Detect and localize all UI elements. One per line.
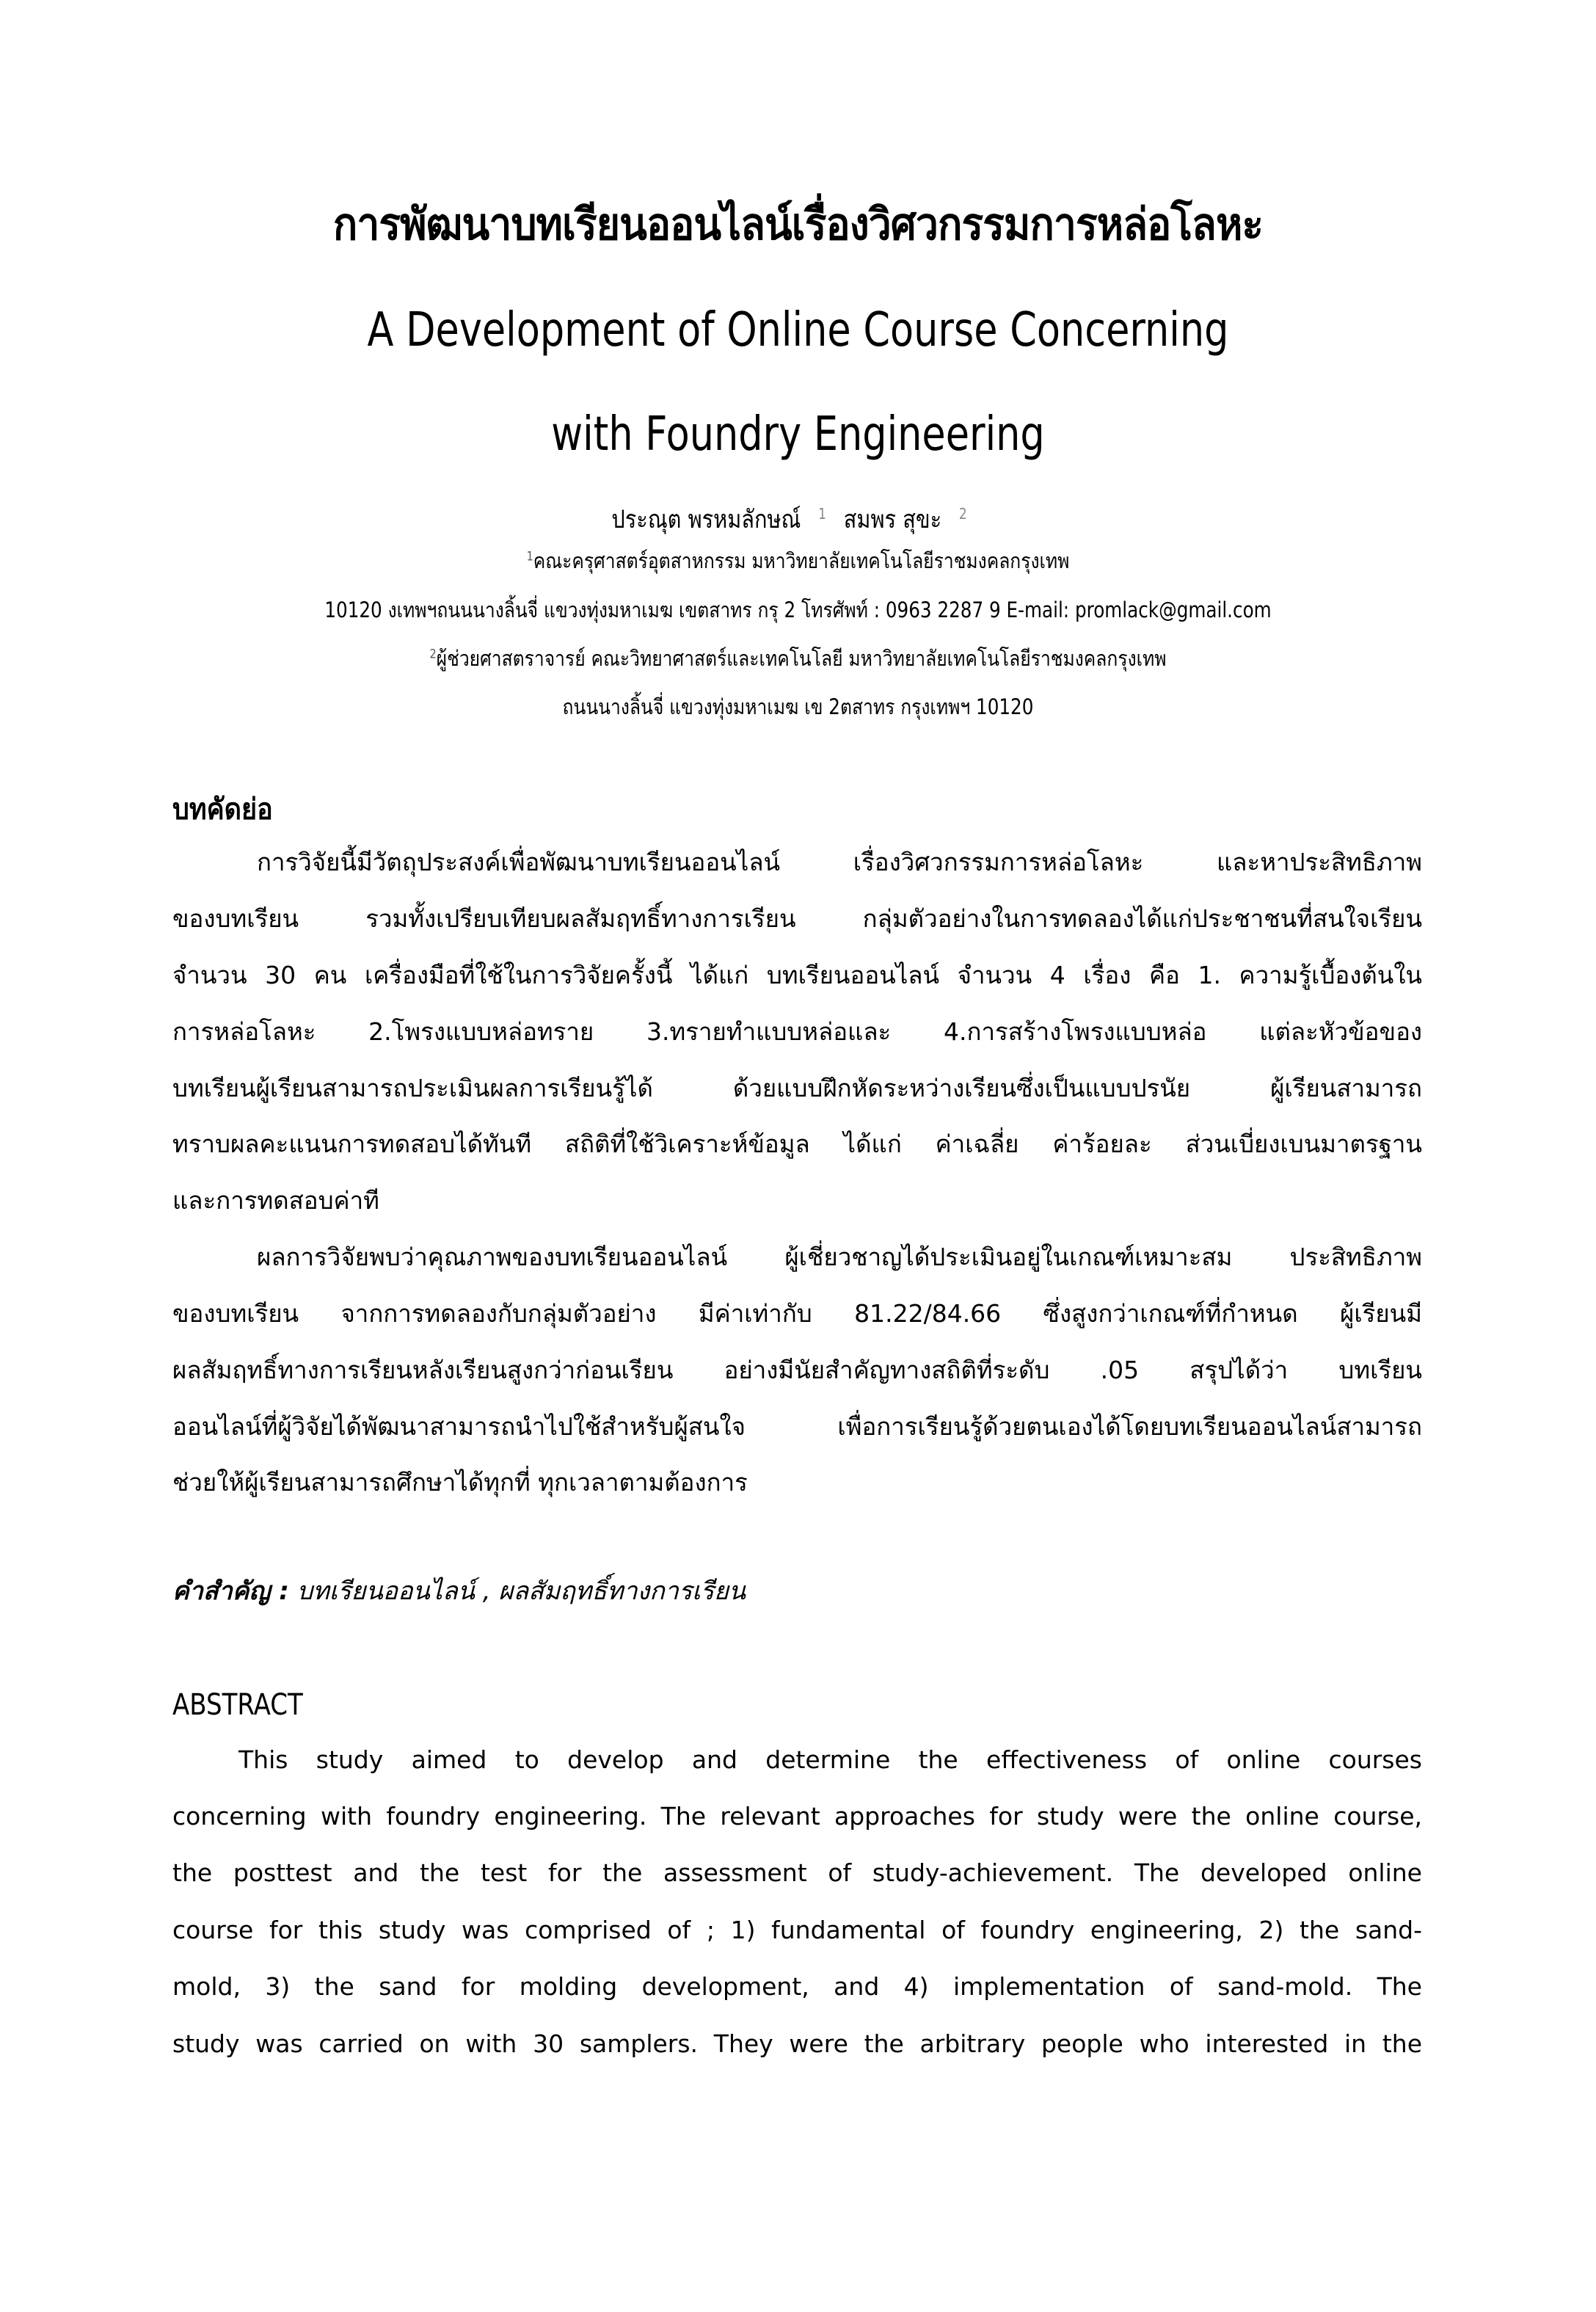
thai-abstract-line: ทราบผลคะแนนการทดสอบได้ทันที สถิติที่ใช้วิเคราะห์ข้อมูล ได้แก่ ค่าเฉลี่ย ค่าร้อยละ ส่วนเบี่ยงเบนมาตรฐาน <box>172 1130 1422 1158</box>
title-english-line-1: A Development of Online Course Concerning <box>367 303 1229 357</box>
english-abstract-line: study was carried on with 30 samplers. They were the arbitrary people who interested in the <box>172 2029 1422 2058</box>
author-2-superscript: 2 <box>958 504 967 523</box>
author-list <box>120 499 1476 539</box>
author-1-name: ประณุต พรหมลักษณ์ <box>611 505 801 534</box>
thai-abstract-line: ช่วยให้ผู้เรียนสามารถศึกษาได้ทุกที่ ทุกเวลาตามต้องการ <box>172 1468 748 1497</box>
affiliation-1-text: คณะครุศาสตร์อุตสาหกรรม มหาวิทยาลัยเทคโนโลยีราชมงคลกรุงเทพ <box>533 548 1070 573</box>
thai-abstract-line: ของบทเรียน จากการทดลองกับกลุ่มตัวอย่าง มีค่าเท่ากับ 81.22/84.66 ซึ่งสูงกว่าเกณฑ์ที่กำหนด ผู้เรียนมี <box>172 1299 1422 1328</box>
keywords-value: บทเรียนออนไลน์ , ผลสัมฤทธิ์ทางการเรียน <box>296 1577 746 1606</box>
thai-abstract-line: บทเรียนผู้เรียนสามารถประเมินผลการเรียนรู้ได้ ด้วยแบบฝึกหัดระหว่างเรียนซึ่งเป็นแบบปรนัย ผู้เรียนสามารถ <box>172 1074 1422 1102</box>
keywords-label: คำสำคัญ : <box>172 1577 289 1606</box>
thai-abstract-line: ผลสัมฤทธิ์ทางการเรียนหลังเรียนสูงกว่าก่อนเรียน อย่างมีนัยสำคัญทางสถิติที่ระดับ .05 สรุปได้ว่า บทเรียน <box>172 1356 1422 1384</box>
thai-abstract-line: จำนวน 30 คน เครื่องมือที่ใช้ในการวิจัยครั้งนี้ ได้แก่ บทเรียนออนไลน์ จำนวน 4 เรื่อง คือ 1. ความรู้เบื้องต้นใน <box>172 961 1422 989</box>
thai-abstract-line: การวิจัยนี้มีวัตถุประสงค์เพื่อพัฒนาบทเรียนออนไลน์ เรื่องวิศวกรรมการหล่อโลหะ และหาประสิทธิภาพ <box>257 848 1422 876</box>
affiliation-1 <box>120 544 1476 578</box>
thai-abstract-line: ของบทเรียน รวมทั้งเปรียบเทียบผลสัมฤทธิ์ทางการเรียน กลุ่มตัวอย่างในการทดลองได้แก่ประชาชนที่สนใจเรียน <box>172 904 1422 933</box>
english-abstract-line: concerning with foundry engineering. The relevant approaches for study were the online course, <box>172 1802 1422 1831</box>
english-abstract-line: the posttest and the test for the assessment of study-achievement. The developed online <box>172 1858 1422 1887</box>
affiliation-2 <box>120 641 1476 675</box>
thai-abstract-line: และการทดสอบค่าที <box>172 1186 379 1215</box>
affiliation-1-address: 10120 งเทพฯถนนนางลิ้นจี่ แขวงทุ่งมหาเมฆ เขตสาทร กรุ 2 โทรศัพท์ : 0963 2287 9 E-mail: promlack@gmail.com <box>324 597 1272 622</box>
affiliation-2-address: ถนนนางลิ้นจี่ แขวงทุ่งมหาเมฆ เข 2ตสาทร กรุงเทพฯ 10120 <box>562 694 1034 719</box>
affiliation-2-text: ผู้ช่วยศาสตราจารย์ คณะวิทยาศาสตร์และเทคโนโลยี มหาวิทยาลัยเทคโนโลยีราชมงคลกรุงเทพ <box>436 646 1167 671</box>
affiliation-1-superscript: 1 <box>526 549 533 564</box>
author-1-superscript: 1 <box>818 504 826 523</box>
keywords <box>172 1571 746 1610</box>
title-thai: การพัฒนาบทเรียนออนไลน์เรื่องวิศวกรรมการหล่อโลหะ <box>332 199 1264 250</box>
english-abstract-heading: ABSTRACT <box>172 1688 303 1722</box>
author-2-name: สมพร สุขะ <box>843 505 942 534</box>
thai-abstract-line: ออนไลน์ที่ผู้วิจัยได้พัฒนาสามารถนำไปใช้สำหรับผู้สนใจ เพื่อการเรียนรู้ด้วยตนเองได้โดยบทเรียนออนไลน์สามารถ <box>172 1412 1422 1441</box>
thai-abstract-line: การหล่อโลหะ 2.โพรงแบบหล่อทราย 3.ทรายทำแบบหล่อและ 4.การสร้างโพรงแบบหล่อ แต่ละหัวข้อของ <box>172 1017 1422 1046</box>
english-abstract-line: This study aimed to develop and determine the effectiveness of online courses <box>238 1745 1422 1774</box>
affiliation-2-superscript: 2 <box>429 647 437 662</box>
english-abstract-line: mold, 3) the sand for molding development, and 4) implementation of sand-mold. The <box>172 1972 1422 2001</box>
title-english-line-2: with Foundry Engineering <box>551 407 1045 462</box>
english-abstract-line: course for this study was comprised of ; 1) fundamental of foundry engineering, 2) the sand- <box>172 1916 1422 1944</box>
thai-abstract-line: ผลการวิจัยพบว่าคุณภาพของบทเรียนออนไลน์ ผู้เชี่ยวชาญได้ประเมินอยู่ในเกณฑ์เหมาะสม ประสิทธิภาพ <box>257 1243 1422 1271</box>
thai-abstract-heading: บทคัดย่อ <box>172 793 273 826</box>
